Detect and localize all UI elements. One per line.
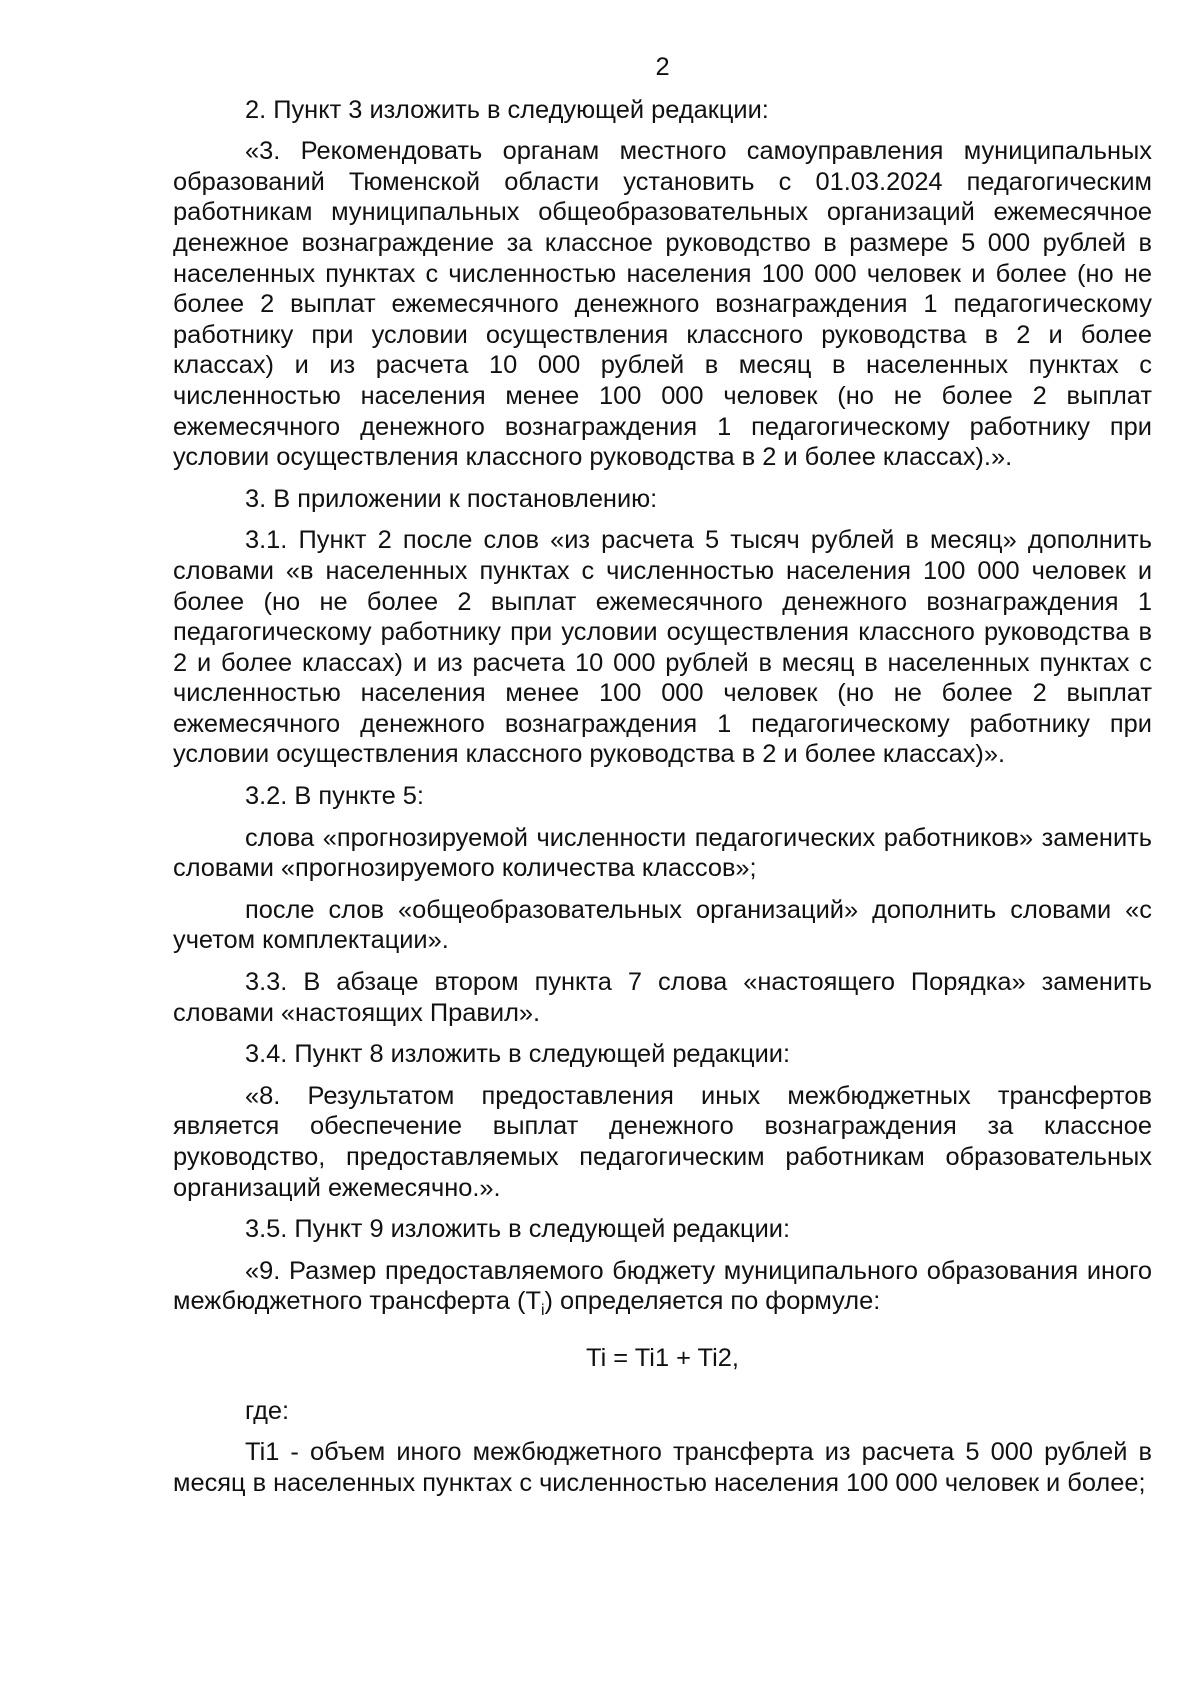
paragraph-appendix-heading: 3. В приложении к постановлению: [245, 484, 658, 513]
page-number [173, 52, 1152, 83]
formula-intro-subscript: i [540, 1302, 545, 1320]
paragraph-item-3-text: «3. Рекомендовать органам местного самоуправления муниципальных образований Тюменской области установить с 01.03.2024 педагогическим работникам муниципальных общеобразовательных организаций ежемесячное денежное вознаграждение за классное руководство в размере 5 000 рублей в населенных пунктах с численностью населения 100 000 человек и более (но не более 2 выплат ежемесячного денежного вознаграждения 1 педагогическому работнику при условии осуществления классного руководства в 2 и более классах) и из расчета 10 000 рублей в месяц в населенных пунктах с численностью населения менее 100 000 человек (но не более 2 выплат ежемесячного денежного вознаграждения 1 педагогическому работнику при условии осуществления классного руководства в 2 и более классах).». [173, 137, 1152, 472]
formula-intro-before: «9. Размер предоставляемого бюджету муниципального образования иного межбюджетного трансферта (T [173, 1256, 1152, 1316]
definition-ti1: Ti1 - объем иного межбюджетного трансферта из расчета 5 000 рублей в месяц в населенных пунктах с численностью населения 100 000 человек и более; [173, 1438, 1152, 1497]
paragraph-3-4: 3.4. Пункт 8 изложить в следующей редакции: [245, 1040, 791, 1069]
paragraph-3-2-words: слова «прогнозируемой численности педагогических работников» заменить словами «прогнозируемого количества классов»; [173, 823, 1152, 883]
paragraph-3-2: 3.2. В пункте 5: [245, 782, 424, 811]
paragraph-amend-item-3: 2. Пункт 3 изложить в следующей редакции: [245, 95, 769, 124]
formula-intro-after: ) определяется по формуле: [544, 1287, 881, 1316]
paragraph-3-5: 3.5. Пункт 9 изложить в следующей редакции: [245, 1215, 791, 1244]
paragraph-3-2-after: после слов «общеобразовательных организаций» дополнить словами «с учетом комплектации». [173, 895, 1152, 955]
paragraph-formula-intro [173, 1256, 1152, 1320]
page-number-text: 2 [655, 53, 670, 81]
paragraph-item-8-text: «8. Результатом предоставления иных межбюджетных трансфертов является обеспечение выплат денежного вознаграждения за классное руководство, предоставляемых педагогическим работникам образовательных организаций ежемесячно.». [173, 1081, 1152, 1202]
paragraph-3-1: 3.1. Пункт 2 после слов «из расчета 5 тысяч рублей в месяц» дополнить словами «в населенных пунктах с численностью населения 100 000 человек и более (но не более 2 выплат ежемесячного денежного вознаграждения 1 педагогическому работнику при условии осуществления классного руководства в 2 и более классах) и из расчета 10 000 рублей в месяц в населенных пунктах с численностью населения менее 100 000 человек (но не более 2 выплат ежемесячного денежного вознаграждения 1 педагогическому работнику при условии осуществления классного руководства в 2 и более классах)». [173, 526, 1152, 769]
paragraph-3-3: 3.3. В абзаце втором пункта 7 слова «настоящего Порядка» заменить словами «настоящих Правил». [173, 968, 1152, 1027]
formula: Ti = Ti1 + Ti2, [586, 1343, 739, 1372]
where-label: где: [245, 1396, 290, 1425]
